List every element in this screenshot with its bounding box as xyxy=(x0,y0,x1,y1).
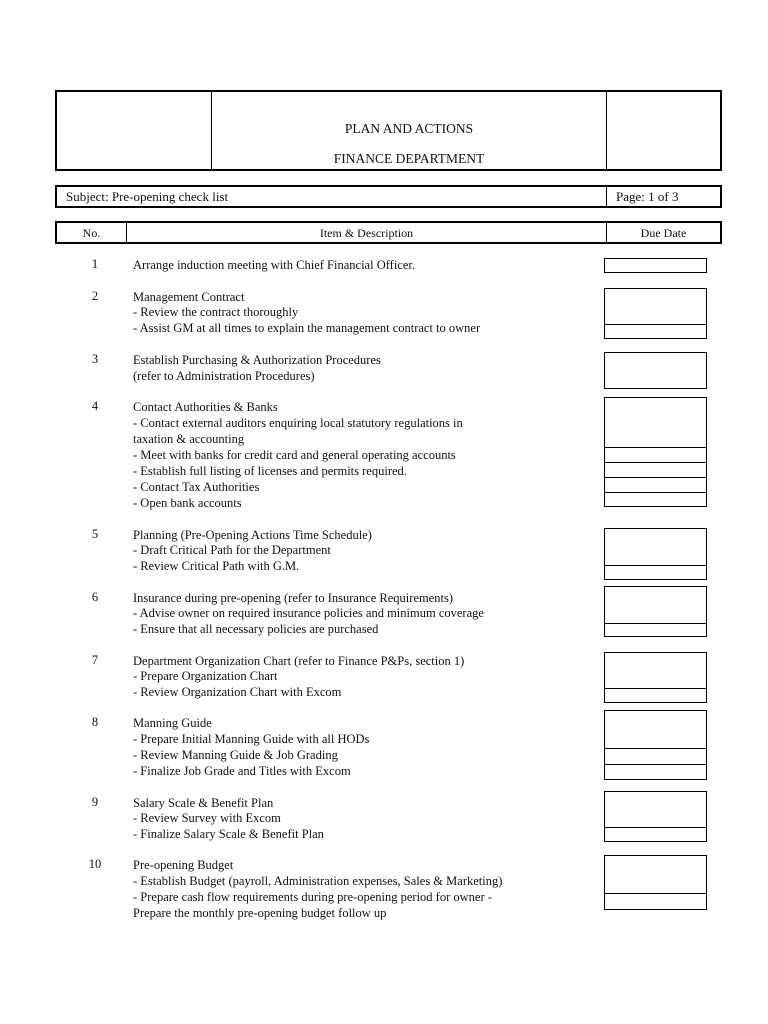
item-title: Arrange induction meeting with Chief Financial Officer. xyxy=(133,258,415,272)
item-subtask: - Prepare Initial Manning Guide with all HODs xyxy=(133,732,370,746)
column-header-no: No. xyxy=(82,226,101,240)
due-date-box[interactable] xyxy=(604,586,707,637)
item-title: Department Organization Chart (refer to Finance P&Ps, section 1) xyxy=(133,654,465,668)
item-number: 1 xyxy=(91,257,99,271)
item-subtask: - Finalize Salary Scale & Benefit Plan xyxy=(133,827,324,841)
item-subtask: - Finalize Job Grade and Titles with Excom xyxy=(133,764,351,778)
item-subtask: - Ensure that all necessary policies are purchased xyxy=(133,622,379,636)
due-date-box[interactable] xyxy=(604,258,707,273)
due-date-separator xyxy=(605,623,706,624)
item-title: Salary Scale & Benefit Plan xyxy=(133,796,274,810)
due-date-separator xyxy=(605,748,706,749)
item-subtask: taxation & accounting xyxy=(133,432,245,446)
item-subtask: - Meet with banks for credit card and general operating accounts xyxy=(133,448,456,462)
item-subtask: - Establish full listing of licenses and permits required. xyxy=(133,464,407,478)
due-date-box[interactable] xyxy=(604,288,707,339)
item-subtask: - Assist GM at all times to explain the management contract to owner xyxy=(133,321,481,335)
item-subtask: - Open bank accounts xyxy=(133,496,242,510)
item-number: 3 xyxy=(91,352,99,366)
due-date-separator xyxy=(605,462,706,463)
item-subtask: - Establish Budget (payroll, Administration expenses, Sales & Marketing) xyxy=(133,874,503,888)
item-subtask: - Contact external auditors enquiring local statutory regulations in xyxy=(133,416,463,430)
due-date-separator xyxy=(605,565,706,566)
due-date-box[interactable] xyxy=(604,352,707,389)
column-header-item: Item & Description xyxy=(319,226,414,240)
item-number: 6 xyxy=(91,590,99,604)
due-date-box[interactable] xyxy=(604,855,707,910)
due-date-box[interactable] xyxy=(604,397,707,507)
due-date-separator xyxy=(605,447,706,448)
item-subtask: - Review Manning Guide & Job Grading xyxy=(133,748,338,762)
item-title: Establish Purchasing & Authorization Procedures xyxy=(133,353,381,367)
item-title: Manning Guide xyxy=(133,716,212,730)
item-number: 10 xyxy=(88,857,102,871)
item-subtask: - Draft Critical Path for the Department xyxy=(133,543,331,557)
due-date-separator xyxy=(605,688,706,689)
due-date-box[interactable] xyxy=(604,652,707,703)
item-subtask: - Review Survey with Excom xyxy=(133,811,281,825)
item-title: Planning (Pre-Opening Actions Time Schedule) xyxy=(133,528,372,542)
item-title: Pre-opening Budget xyxy=(133,858,234,872)
due-date-separator xyxy=(605,893,706,894)
item-subtask: (refer to Administration Procedures) xyxy=(133,369,315,383)
item-title: Management Contract xyxy=(133,290,245,304)
item-title: Contact Authorities & Banks xyxy=(133,400,278,414)
item-number: 4 xyxy=(91,399,99,413)
subject-bar xyxy=(55,185,722,208)
item-subtask: - Review Critical Path with G.M. xyxy=(133,559,300,573)
column-header-row xyxy=(55,221,722,244)
item-subtask: Prepare the monthly pre-opening budget follow up xyxy=(133,906,387,920)
column-header-due-date: Due Date xyxy=(640,226,687,240)
item-subtask: - Advise owner on required insurance policies and minimum coverage xyxy=(133,606,484,620)
due-date-separator xyxy=(605,477,706,478)
due-date-separator xyxy=(605,324,706,325)
item-subtask: - Review the contract thoroughly xyxy=(133,305,299,319)
item-subtask: - Prepare Organization Chart xyxy=(133,669,278,683)
item-title: Insurance during pre-opening (refer to Insurance Requirements) xyxy=(133,591,454,605)
due-date-separator xyxy=(605,492,706,493)
document-title: PLAN AND ACTIONS xyxy=(344,121,474,136)
due-date-separator xyxy=(605,764,706,765)
due-date-separator xyxy=(605,827,706,828)
item-subtask: - Review Organization Chart with Excom xyxy=(133,685,342,699)
item-number: 2 xyxy=(91,289,99,303)
document-header xyxy=(55,90,722,171)
item-subtask: - Contact Tax Authorities xyxy=(133,480,260,494)
item-number: 9 xyxy=(91,795,99,809)
subject-label: Subject: Pre-opening check list xyxy=(66,189,229,204)
header-divider-right xyxy=(606,92,607,169)
department-title: FINANCE DEPARTMENT xyxy=(333,151,485,166)
subject-divider xyxy=(606,187,607,206)
item-number: 8 xyxy=(91,715,99,729)
due-date-box[interactable] xyxy=(604,710,707,780)
due-date-box[interactable] xyxy=(604,528,707,580)
item-subtask: - Prepare cash flow requirements during pre-opening period for owner - xyxy=(133,890,492,904)
item-number: 7 xyxy=(91,653,99,667)
due-date-box[interactable] xyxy=(604,791,707,842)
item-number: 5 xyxy=(91,527,99,541)
page-indicator: Page: 1 of 3 xyxy=(616,189,679,204)
